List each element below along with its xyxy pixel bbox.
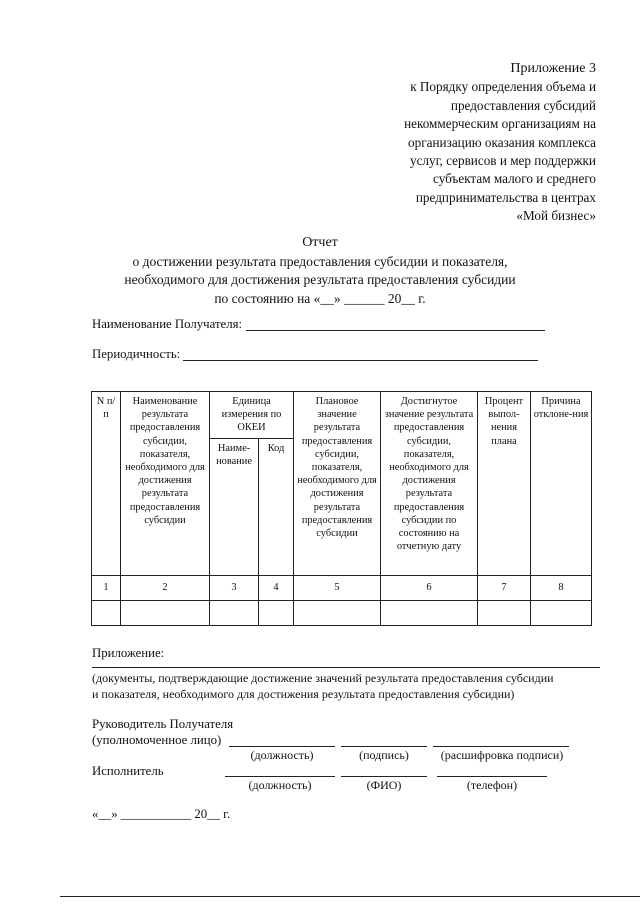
attachment-caption-line: и показателя, необходимого для достижения результата предоставления субсидии) [92,687,515,701]
head-position-field[interactable] [229,746,335,747]
attachment-caption-line: (документы, подтверждающие достижение значений результата предоставления субсидии [92,671,554,685]
header-unit: Единица измерения по ОКЕИ [210,392,294,439]
header-reason: Причина отклоне-ния [531,392,592,576]
appendix-line: организацию оказания комплекса [408,134,596,150]
table-cell[interactable] [531,601,592,626]
header-unit-name: Наиме-нование [210,439,259,576]
report-table [91,391,592,626]
report-line: по состоянию на «__» ______ 20__ г. [214,290,426,306]
report-line: необходимого для достижения результата предоставления субсидии [124,272,516,287]
table-cell[interactable] [478,601,531,626]
caption-fio: (ФИО) [366,778,402,792]
table-cell[interactable] [259,601,294,626]
executor-phone-field[interactable] [437,776,547,777]
recipient-label: Наименование Получателя: [92,317,243,331]
appendix-title: Приложение 3 [510,61,596,76]
attachment-label: Приложение: [92,646,165,660]
col-number: 2 [121,576,210,601]
col-number: 4 [259,576,294,601]
table-cell[interactable] [381,601,478,626]
report-title-block [0,234,640,308]
periodicity-field[interactable] [183,360,538,361]
caption-position-2: (должность) [248,778,312,792]
recipient-field[interactable] [246,330,545,331]
appendix-line: субъектам малого и среднего [433,171,596,187]
executor-label: Исполнитель [92,764,164,778]
appendix-line: «Мой бизнес» [516,208,596,224]
caption-phone: (телефон) [466,778,518,792]
col-number: 3 [210,576,259,601]
report-line: о достижении результата предоставления субсидии и показателя, [132,253,508,269]
head-signature-field[interactable] [341,746,427,747]
executor-fio-field[interactable] [341,776,427,777]
page-bottom-divider [60,896,640,897]
head-decoding-field[interactable] [433,746,569,747]
header-unit-code: Код [259,439,294,576]
header-name: Наименование результата предоставления субсидии, показателя, необходимого для достижения результата предоставления субсидии [121,392,210,576]
head-sublabel: (уполномоченное лицо) [92,733,222,747]
header-achieved: Достигнутое значение результата предоставления субсидии, показателя, необходимого для достижения результата предоставления субсидии по состоянию на отчетную дату [381,392,478,576]
caption-signature: (подпись) [359,748,409,762]
header-planned: Плановое значение результата предоставления субсидии, показателя, необходимого для достижения результата предоставления субсидии [294,392,381,576]
caption-position: (должность) [250,748,314,762]
table-cell[interactable] [210,601,259,626]
table-cell[interactable] [121,601,210,626]
attachment-field[interactable] [92,667,600,668]
col-number: 1 [92,576,121,601]
appendix-line: предоставления субсидий [450,97,596,113]
periodicity-label: Периодичность: [92,347,181,361]
appendix-line: предпринимательства в центрах [415,189,596,205]
date-line: «__» ___________ 20__ г. [92,807,231,821]
header-num: N п/п [92,392,121,576]
table-cell[interactable] [92,601,121,626]
table-row[interactable] [92,601,592,626]
appendix-line: к Порядку определения объема и [410,79,596,95]
caption-decoding: (расшифровка подписи) [440,748,564,762]
table-cell[interactable] [294,601,381,626]
executor-position-field[interactable] [225,776,335,777]
report-heading: Отчет [302,235,338,250]
header-percent: Процент выпол-нения плана [478,392,531,576]
appendix-line: некоммерческим организациям на [404,116,596,132]
col-number: 6 [381,576,478,601]
head-label: Руководитель Получателя [92,717,234,731]
col-number: 8 [531,576,592,601]
appendix-line: услуг, сервисов и мер поддержки [409,153,596,169]
col-number: 5 [294,576,381,601]
appendix-block [404,60,596,226]
table-number-row [92,576,592,601]
attachment-caption [92,670,612,702]
col-number: 7 [478,576,531,601]
